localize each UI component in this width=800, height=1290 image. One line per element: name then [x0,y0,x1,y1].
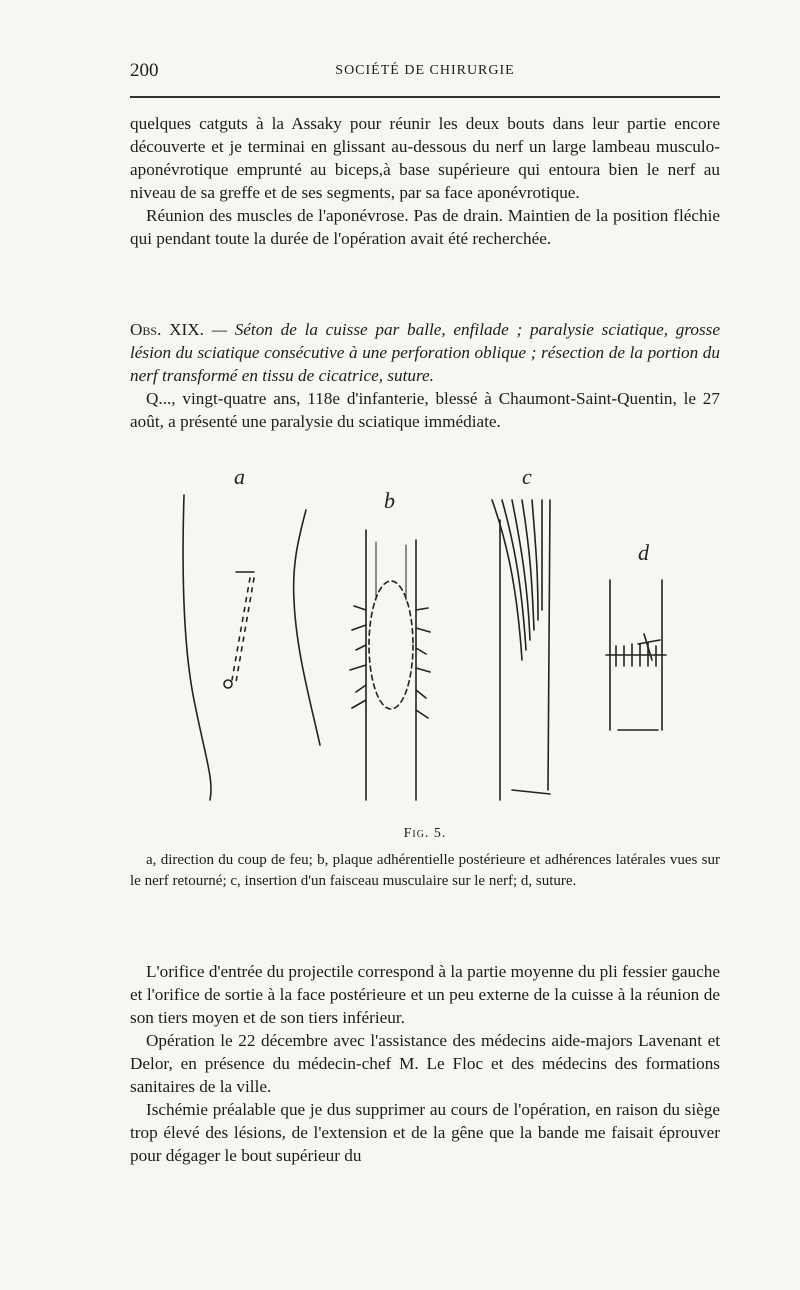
figure-5 [170,460,649,810]
observation-label: Obs. XIX. [130,320,204,339]
paragraph: Réunion des muscles de l'aponévrose. Pas de drain. Maintien de la position fléchie qui pendant toute la durée de l'opération avait été recherchée. [130,206,720,248]
paragraph: L'orifice d'entrée du projectile correspond à la partie moyenne du pli fessier gauche et l'orifice de sortie à la face postérieure et un peu externe de la cuisse à la réunion de son tiers moyen et de son tiers inférieur. [130,962,720,1027]
label-c: c [522,464,532,489]
observation-heading [130,318,720,387]
nerve-illustration [170,460,649,810]
label-b: b [384,488,395,513]
observation-title: — Séton de la cuisse par balle, enfilade ; paralysie sciatique, grosse lésion du sciatique consécutive à une perforation oblique ; résection de la portion du nerf transformé en tissu de cicatrice, suture. [130,320,720,385]
label-d: d [638,540,649,565]
figure-title: Fig. 5. [403,826,447,841]
page-header [130,60,720,90]
drawing-a-thigh [183,495,320,800]
observation-paragraph: Q..., vingt-quatre ans, 118e d'infanterie, blessé à Chaumont-Saint-Quentin, le 27 août, a présenté une paralysie du sciatique immédiate. [130,389,720,431]
running-head: SOCIÉTÉ DE CHIRURGIE [335,63,515,78]
paragraph: quelques catguts à la Assaky pour réunir les deux bouts dans leur partie encore découverte et je terminai en glissant au-dessous du nerf un large lambeau musculo-aponévrotique emprunté au biceps,à base supérieure qui entoura bien le nerf au niveau de sa greffe et de ses segments, par sa face aponévrotique. [130,114,720,202]
figure-caption-block [130,850,720,892]
drawing-c-muscle-insertion [492,500,550,800]
top-text-block [130,112,720,250]
paragraph: Opération le 22 décembre avec l'assistance des médecins aide-majors Lavenant et Delor, en présence du médecin-chef M. Le Floc et des médecins des formations sanitaires de la ville. [130,1031,720,1096]
paragraph: Ischémie préalable que je dus supprimer au cours de l'opération, en raison du siège trop élevé des lésions, de l'extension et de la gêne que la bande me faisait éprouver pour dégager le bout supérieur du [130,1100,720,1165]
drawing-b-nerve-plaque [350,530,430,800]
bottom-text-block [130,960,720,1167]
drawing-d-suture [606,580,666,730]
figure-caption: a, direction du coup de feu; b, plaque adhérentielle postérieure et adhérences latérales vues sur le nerf retourné; c, insertion d'un faisceau musculaire sur le nerf; d, suture. [130,852,720,889]
page-number: 200 [130,60,159,81]
observation-block [130,318,720,433]
header-rule [130,96,720,98]
label-a: a [234,464,245,489]
